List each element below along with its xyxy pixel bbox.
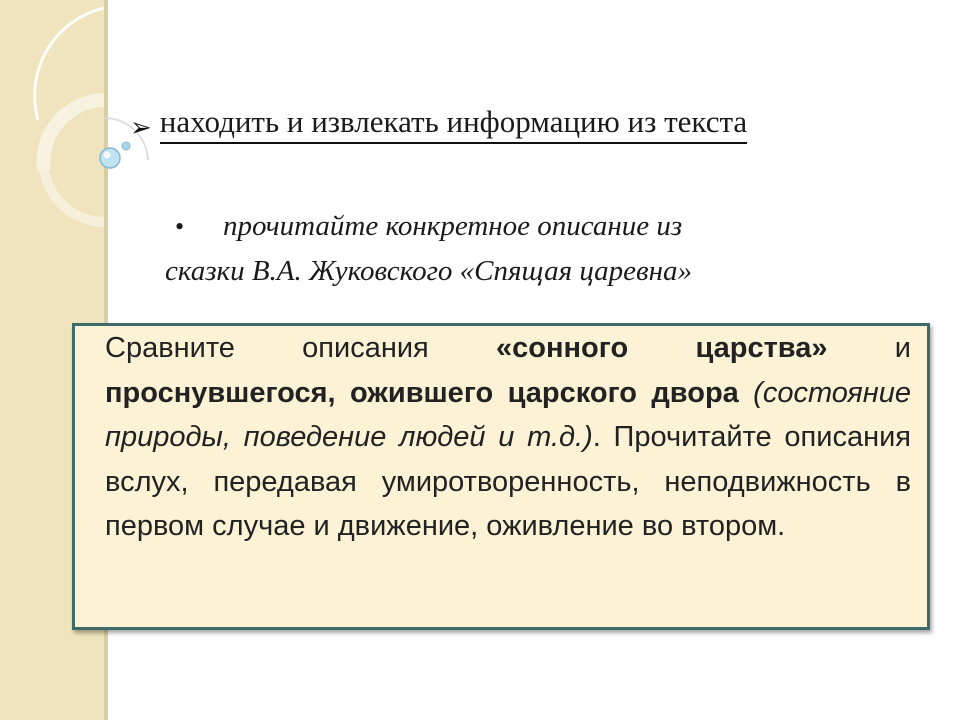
instruction-line-1: прочитайте конкретное описание из [223,210,683,242]
task-emphasis-awakened-court: проснувшегося, ожившего царского двора [105,376,739,409]
reading-instruction [165,204,865,293]
task-text-part: Сравните описания [105,332,497,364]
instruction-line-2: сказки В.А. Жуковского «Спящая царевна» [165,255,693,287]
slide-heading [130,98,747,144]
bullet-dot-icon: • [175,212,185,241]
task-box [72,323,930,630]
heading-text: находить и извлекать информацию из текста [160,103,747,144]
task-emphasis-sleeping-kingdom: «сонного царства» [496,332,828,364]
task-text-part: . Прочитайте описания вслух, передавая умиротворенность, неподвижность в первом случае и движение, оживление во втором. [105,421,911,542]
arrow-bullet-icon: ➢ [130,113,152,143]
task-italic-note: (состояние природы, поведение людей и т.д.) [105,376,911,453]
task-text-part: и [827,332,911,364]
task-text [105,326,911,549]
task-text-part [739,377,753,409]
